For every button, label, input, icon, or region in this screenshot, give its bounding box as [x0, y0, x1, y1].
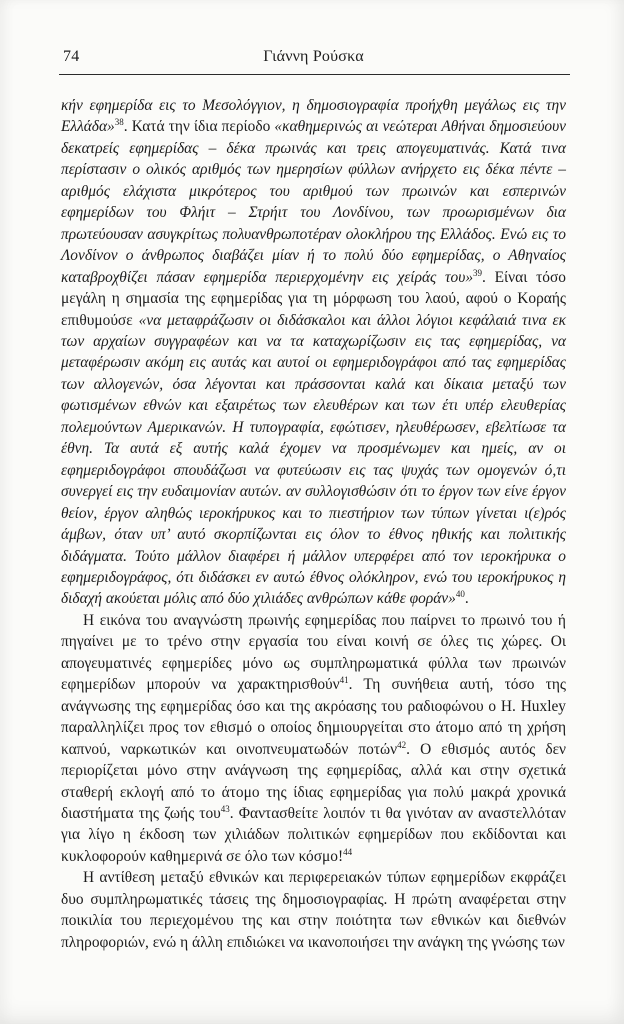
body-text: . Ο εθισμός αυτός δεν περιορίζεται μόνο στην ανάγνωση της εφημερίδας, αλλά και στην σχετικά σταθερή εκλογή από το άτομο της ίδιας εφημερίδας για πολύ μακρά χρονικά διαστήματα της ζωής του [61, 740, 567, 822]
footnote-ref: 42 [397, 739, 407, 750]
footnote-ref: 38 [114, 117, 124, 128]
running-head: Γιάννη Ρούσκα [263, 48, 364, 65]
body-text: . [464, 590, 469, 608]
paragraph [61, 95, 566, 610]
paragraph [61, 867, 566, 953]
body-text: Η αντίθεση μεταξύ εθνικών και περιφερειακών τύπων εφημερίδων εκφράζει δυο συμπληρωματικές τάσεις της δημοσιογραφίας. Η πρώτη αναφέρεται στην ποικιλία του περιεχομένου της και στην ποιότητα των εθνικών και διεθνών πληροφοριών, ενώ η άλλη επιδιώκει να ικανοποιήσει την ανάγκη της γνώσης των [61, 869, 566, 951]
footnote-ref: 44 [343, 846, 353, 857]
header-rule [59, 74, 570, 75]
quoted-text: κήν εφημερίδα εις το Μεσολόγγιον, η δημοσιογραφία προήχθη μεγάλως εις την Ελλάδα» [61, 97, 566, 136]
footnote-ref: 39 [473, 267, 483, 278]
body-text: . Φαντασθείτε λοιπόν τι θα γινόταν αν αναστελλόταν για λίγο η έκδοση των χιλιάδων πολιτικών εφημερίδων που εκδίδονται και κυκλοφορούν καθημερινά σε όλο των κόσμο! [61, 804, 567, 865]
body-text: . Τη συνήθεια αυτή, τόσο της ανάγνωσης της εφημερίδας όσο και της ακρόασης του ραδιοφώνου ο H. Huxley παραλληλίζει προς τον εθισμό ο οποίος δημιουργείται στο άτομο από τη χρήση καπνού, ναρκωτικών και οινοπνευματωδών ποτών [61, 676, 566, 758]
body-text: . Κατά την ίδια περίοδο [123, 118, 275, 136]
body-text: . Είναι τόσο μεγάλη η σημασία της εφημερίδας για τη μόρφωση του λαού, αφού ο Κοραής επιθυμούσε [61, 268, 566, 329]
footnote-ref: 43 [220, 803, 230, 814]
quoted-text: «να μεταφράζωσιν οι διδάσκαλοι και άλλοι λόγιοι κεφάλαιά τινα εκ των αρχαίων συγγραφέων και να τα καταχωρίζωσιν εις τας εφημερίδας, να μεταφέρωσιν ακόμη εις αυτάς και αυτοί οι εφημεριδογράφοι από τας εφημερίδας των αλλογενών, όσα λέγονται και πράσσονται καλά και δίκαια μεταξύ των φωτισμένων εθνών και εξαιρέτως των ελευθέρων και των έτι υπέρ ελευθερίας πολεμούντων Αμερικανών. Η τυπογραφία, εφώτισεν, ηλευθέρωσεν, εβελτίωσε τα έθνη. Τα αυτά εξ αυτής καλά έχομεν να προσμένωμεν και ημείς, αν οι εφημεριδογράφοι σπουδάζωσι να φυτεύωσιν εις τας ψυχάς των ομογενών ό,τι συνεργεί εις την ευδαιμονίαν αυτών. αν συλλογισθώσιν ότι το έργον των είνε έργον θείον, έργον αληθώς ιεροκήρυκος και το πιεστήριον των τύπων γίνεται ι(ε)ρός άμβων, όταν υπ’ αυτό σκορπίζωνται εις όλον το έθνος ηθικής και πολιτικής διδάγματα. Τούτο μάλλον διαφέρει ή μάλλον υπερφέρει από τον ιεροκήρυκα ο εφημεριδογράφος, ότι διδάσκει εν αυτώ έθνος ολόκληρον, ενώ του ιεροκήρυκος η διδαχή ακούεται μόλις από δύο χιλιάδες ανθρώπων κάθε φοράν» [61, 311, 566, 608]
page-body [61, 95, 566, 953]
body-text: Η εικόνα του αναγνώστη πρωινής εφημερίδας που παίρνει το πρωινό του ή πηγαίνει με το τρένο στην εργασία του είναι κοινή σε όλες τις χώρες. Οι απογευματινές εφημερίδες μόνο ως συμπληρωματικά φύλλα των πρωινών εφημερίδων μπορούν να χαρακτηρισθούν [61, 611, 566, 694]
quoted-text: «καθημερινώς αι νεώτεραι Αθήναι δημοσιεύουν δεκατρείς εφημερίδας – δέκα πρωινάς και τρεις απογευματινάς. Κατά τινα περίστασιν ο ολικός αριθμός των ημερησίων φύλλων ανήρχετο εις δέκα πέντε – αριθμός ελάχιστα μικρότερος του αριθμού των πρωινών και εσπερινών εφημερίδων του Φλήιτ – Στρήιτ του Λονδίνου, των προωρισμένων δια πρωτεύουσαν ασυγκρίτως πολυανθρωποτέραν ολοκλήρου της Ελλάδος. Ενώ εις το Λονδίνον ο άνθρωπος διαβάζει μίαν ή το πολύ δύο εφημερίδας, ο Αθηναίος καταβροχθίζει πάσαν εφημερίδα περιερχομένην εις χείράς του» [61, 118, 566, 286]
paragraph [61, 610, 566, 867]
page-number: 74 [63, 48, 80, 65]
footnote-ref: 41 [339, 675, 349, 686]
page-header [61, 48, 566, 70]
footnote-ref: 40 [455, 589, 465, 600]
